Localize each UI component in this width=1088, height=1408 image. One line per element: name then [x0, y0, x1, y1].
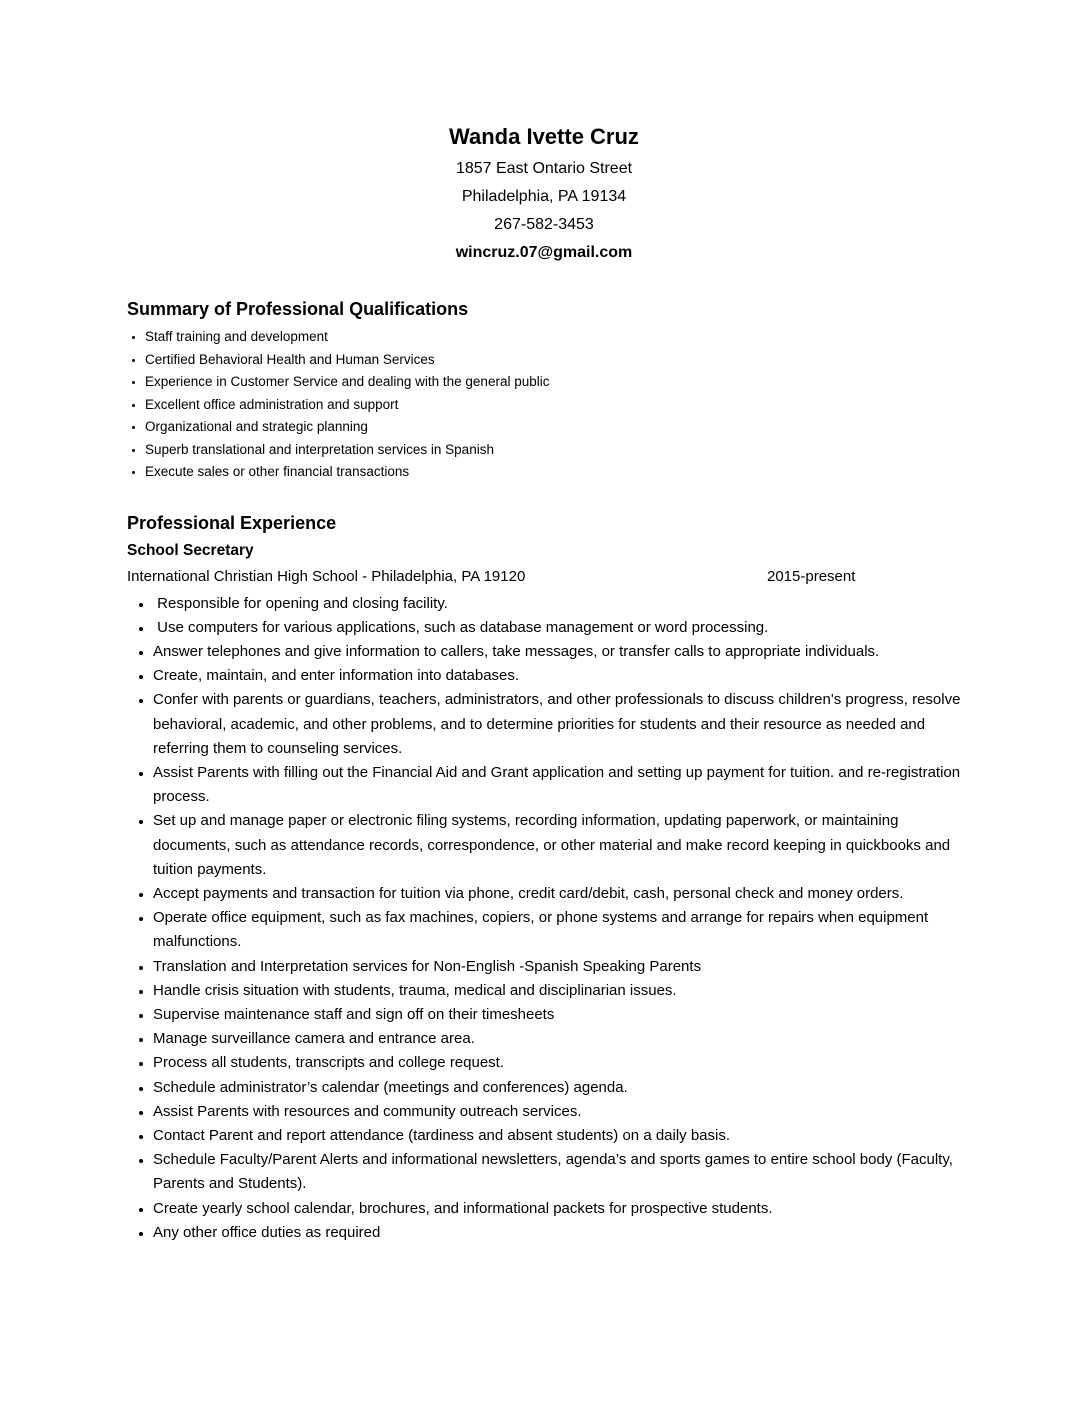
- employer-name: International Christian High School - Philadelphia, PA 19120: [127, 567, 526, 585]
- duty-item: • Answer telephones and give information to callers, take messages, or transfer calls to appropriate individuals.: [153, 640, 961, 664]
- duty-item: • Operate office equipment, such as fax machines, copiers, or phone systems and arrange for repairs when equipment malfunctions.: [153, 906, 961, 954]
- qualification-item: • Execute sales or other financial transactions: [145, 461, 961, 484]
- duty-item: • Responsible for opening and closing facility.: [153, 592, 961, 616]
- qualification-item: • Experience in Customer Service and dealing with the general public: [145, 371, 961, 394]
- summary-section-title: Summary of Professional Qualifications: [127, 299, 469, 319]
- qualification-item: • Superb translational and interpretation services in Spanish: [145, 439, 961, 462]
- duty-item: • Manage surveillance camera and entrance area.: [153, 1027, 961, 1051]
- qualification-item: • Excellent office administration and support: [145, 394, 961, 417]
- duties-list: [127, 592, 965, 1245]
- duty-item: • Any other office duties as required: [153, 1221, 961, 1245]
- address-line-1: 1857 East Ontario Street: [455, 160, 633, 177]
- resume-header: [127, 122, 961, 267]
- address-line-2: Philadelphia, PA 19134: [461, 188, 627, 205]
- duty-item: • Contact Parent and report attendance (tardiness and absent students) on a daily basis.: [153, 1124, 961, 1148]
- qualification-item: • Organizational and strategic planning: [145, 416, 961, 439]
- candidate-name: Wanda Ivette Cruz: [449, 124, 639, 149]
- duty-item: • Process all students, transcripts and college request.: [153, 1051, 961, 1075]
- qualification-item: • Staff training and development: [145, 326, 961, 349]
- experience-section-title: Professional Experience: [127, 512, 337, 533]
- duty-item: • Schedule Faculty/Parent Alerts and informational newsletters, agenda’s and sports games to entire school body (Faculty, Parents and Students).: [153, 1148, 961, 1196]
- employment-dates: 2015-present: [767, 567, 856, 585]
- duty-item: • Supervise maintenance staff and sign off on their timesheets: [153, 1003, 961, 1027]
- phone-number: 267-582-3453: [494, 216, 594, 233]
- duty-item: • Translation and Interpretation services for Non-English -Spanish Speaking Parents: [153, 955, 961, 979]
- duty-item: • Create yearly school calendar, brochures, and informational packets for prospective students.: [153, 1197, 961, 1221]
- duty-item: • Use computers for various applications, such as database management or word processing.: [153, 616, 961, 640]
- job-title: School Secretary: [127, 541, 254, 559]
- duty-item: • Assist Parents with filling out the Financial Aid and Grant application and setting up payment for tuition. and re-registration process.: [153, 761, 961, 809]
- duty-item: • Confer with parents or guardians, teachers, administrators, and other professionals to discuss children's progress, resolve behavioral, academic, and other problems, and to determine priorities for students and their resource as needed and referring them to counseling services.: [153, 688, 961, 761]
- summary-list: [127, 326, 961, 484]
- email-address: wincruz.07@gmail.com: [455, 244, 633, 261]
- duty-item: • Create, maintain, and enter information into databases.: [153, 664, 961, 688]
- employer-line: [127, 564, 961, 590]
- duty-item: • Assist Parents with resources and community outreach services.: [153, 1100, 961, 1124]
- qualification-item: • Certified Behavioral Health and Human Services: [145, 349, 961, 372]
- duty-item: • Set up and manage paper or electronic filing systems, recording information, updating paperwork, or maintaining documents, such as attendance records, correspondence, or other material and make record keeping in quickbooks and tuition payments.: [153, 809, 961, 882]
- duty-item: • Handle crisis situation with students, trauma, medical and disciplinarian issues.: [153, 979, 961, 1003]
- duty-item: • Accept payments and transaction for tuition via phone, credit card/debit, cash, personal check and money orders.: [153, 882, 961, 906]
- duty-item: • Schedule administrator’s calendar (meetings and conferences) agenda.: [153, 1076, 961, 1100]
